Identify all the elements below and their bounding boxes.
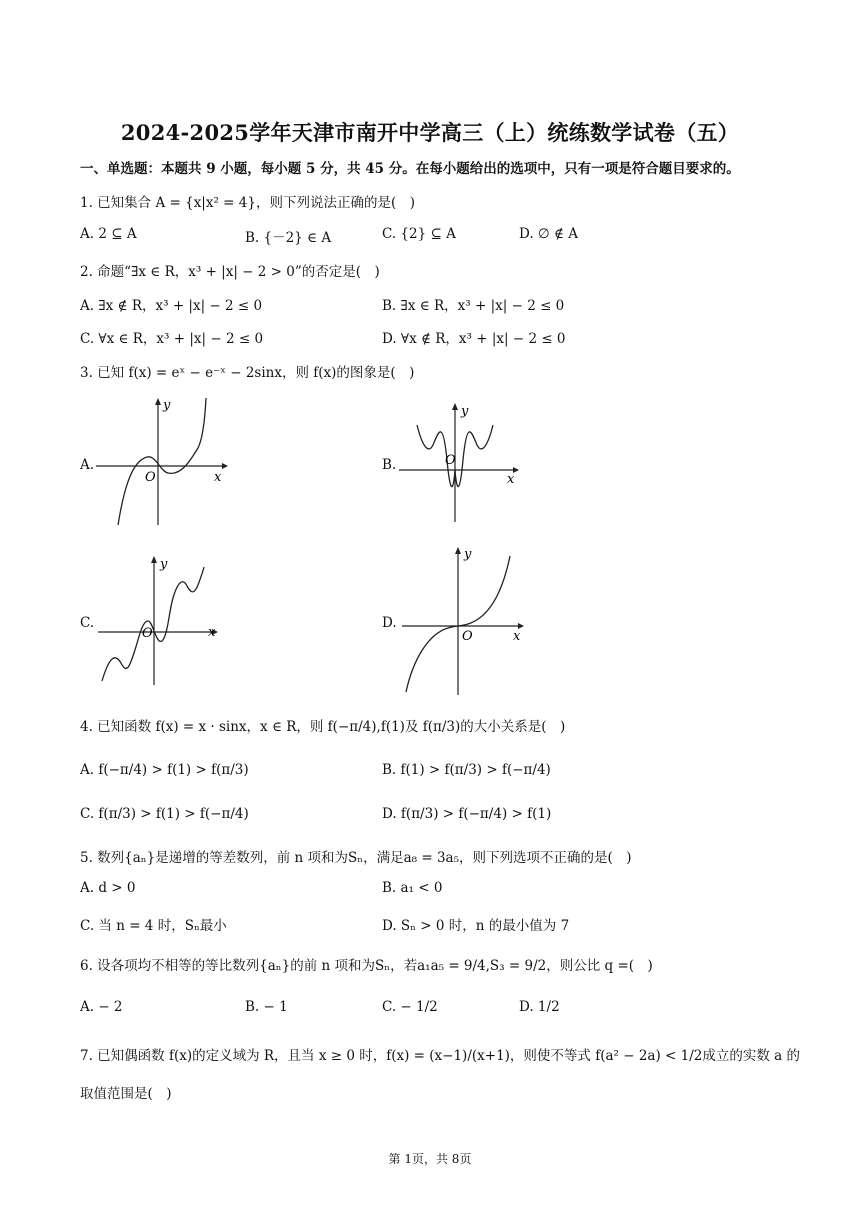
q2-option-a: A. ∃x ∉ R，x³ + |x| − 2 ≤ 0 xyxy=(80,298,263,314)
q4-option-b: B. f(1) > f(π/3) > f(−π/4) xyxy=(382,762,551,778)
q2-option-c: C. ∀x ∈ R，x³ + |x| − 2 ≤ 0 xyxy=(80,331,264,347)
graph-b-x-label: x xyxy=(507,472,515,487)
q6-option-a: A. − 2 xyxy=(80,999,123,1015)
graph-b-y-label: y xyxy=(461,404,469,419)
graph-c-origin: O xyxy=(142,626,153,641)
graph-b xyxy=(395,400,525,525)
q4-option-c: C. f(π/3) > f(1) > f(−π/4) xyxy=(80,806,249,822)
graph-d-origin: O xyxy=(462,629,473,644)
page-title: 2024-2025学年天津市南开中学高三（上）统练数学试卷（五） xyxy=(120,120,740,145)
q4-option-a: A. f(−π/4) > f(1) > f(π/3) xyxy=(80,762,249,778)
question-1-stem: 1. 已知集合 A = {x|x² = 4}，则下列说法正确的是( ) xyxy=(80,195,415,211)
q2-option-d: D. ∀x ∉ R，x³ + |x| − 2 ≤ 0 xyxy=(382,331,566,347)
graph-d-y-label: y xyxy=(464,547,472,562)
q1-option-a: A. 2 ⊆ A xyxy=(80,226,137,242)
question-4-stem: 4. 已知函数 f(x) = x · sinx，x ∈ R，则 f(−π/4),f(1)及 f(π/3)的大小关系是( ) xyxy=(80,719,566,735)
graph-a-x-label: x xyxy=(214,470,222,485)
q1-option-c: C. {2} ⊆ A xyxy=(382,226,456,242)
q2-option-b: B. ∃x ∈ R，x³ + |x| − 2 ≤ 0 xyxy=(382,298,565,314)
q5-option-b: B. a₁ < 0 xyxy=(382,880,443,896)
q1-option-d: D. ∅ ∉ A xyxy=(519,226,579,242)
graph-d-label: D. xyxy=(382,615,397,631)
q5-option-a: A. d > 0 xyxy=(80,880,136,896)
q6-option-b: B. − 1 xyxy=(245,999,288,1015)
q5-option-c: C. 当 n = 4 时，Sₙ最小 xyxy=(80,918,227,934)
question-7-stem: 7. 已知偶函数 f(x)的定义域为 R，且当 x ≥ 0 时，f(x) = (x−1)/(x+1)，则使不等式 f(a² − 2a) < 1/2成立的实数 a 的 xyxy=(80,1048,800,1064)
graph-a xyxy=(92,393,232,528)
page-footer: 第 1页，共 8页 xyxy=(388,1152,472,1166)
question-3-stem: 3. 已知 f(x) = eˣ − e⁻ˣ − 2sinx，则 f(x)的图象是( ) xyxy=(80,365,415,381)
graph-c-x-label: x xyxy=(208,625,216,640)
graph-c xyxy=(94,553,229,688)
question-7-stem-continued: 取值范围是( ) xyxy=(80,1086,172,1102)
q5-option-d: D. Sₙ > 0 时，n 的最小值为 7 xyxy=(382,918,570,934)
graph-a-y-label: y xyxy=(163,398,171,413)
graph-c-y-label: y xyxy=(160,557,168,572)
question-6-stem: 6. 设各项均不相等的等比数列{aₙ}的前 n 项和为Sₙ，若a₁a₅ = 9/4,S₃ = 9/2，则公比 q =( ) xyxy=(80,958,653,974)
graph-d-x-label: x xyxy=(513,629,521,644)
q4-option-d: D. f(π/3) > f(−π/4) > f(1) xyxy=(382,806,552,822)
q6-option-d: D. 1/2 xyxy=(519,999,560,1015)
graph-b-origin: O xyxy=(445,453,456,468)
graph-a-label: A. xyxy=(80,457,95,473)
question-5-stem: 5. 数列{aₙ}是递增的等差数列，前 n 项和为Sₙ，满足a₈ = 3a₅，则下列选项不正确的是( ) xyxy=(80,850,632,866)
question-2-stem: 2. 命题“∃x ∈ R，x³ + |x| − 2 > 0”的否定是( ) xyxy=(80,264,380,280)
graph-b-label: B. xyxy=(382,457,397,473)
q6-option-c: C. − 1/2 xyxy=(382,999,438,1015)
section-heading: 一、单选题：本题共 9 小题，每小题 5 分，共 45 分。在每小题给出的选项中，只有一项是符合题目要求的。 xyxy=(80,161,740,177)
graph-a-origin: O xyxy=(145,470,156,485)
graph-d xyxy=(398,542,530,697)
graph-c-label: C. xyxy=(80,615,95,631)
q1-option-b: B. {－2} ∈ A xyxy=(245,230,332,246)
